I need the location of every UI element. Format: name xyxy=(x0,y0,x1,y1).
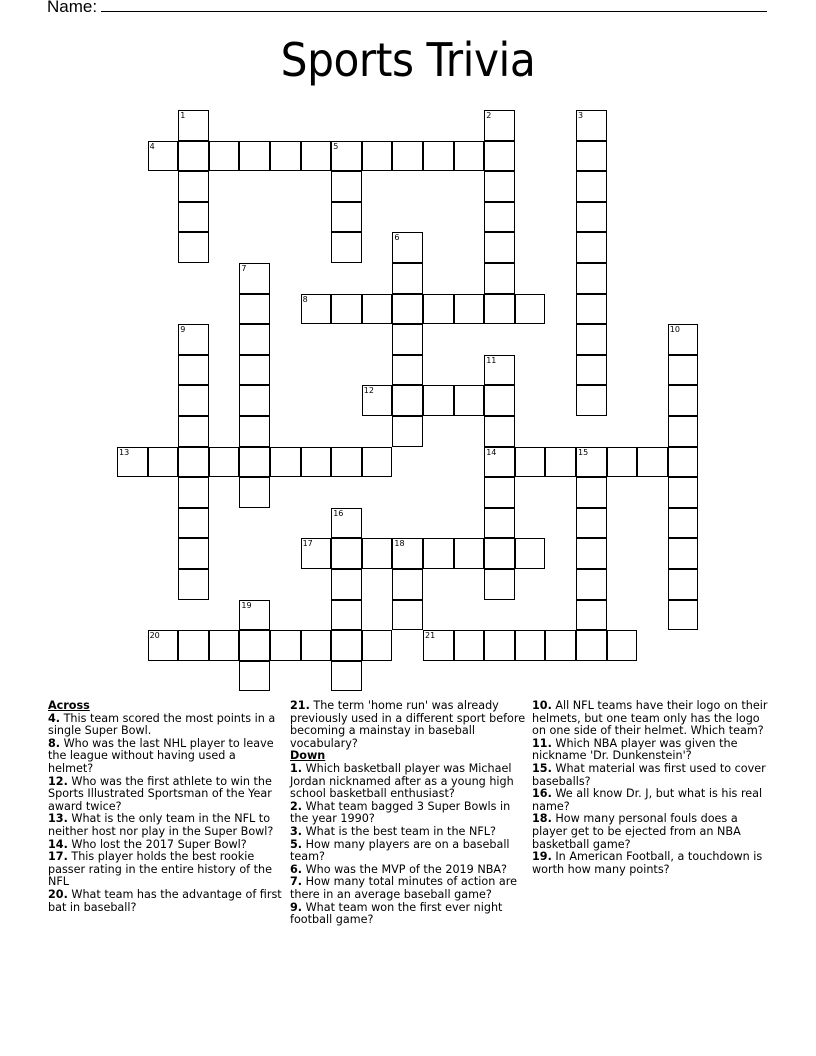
clue-number: 15 xyxy=(578,447,589,457)
grid-cell[interactable] xyxy=(301,447,332,478)
grid-cell[interactable] xyxy=(576,141,607,172)
grid-cell[interactable] xyxy=(484,385,515,416)
grid-cell[interactable] xyxy=(484,447,515,478)
clue-down-10: 10. All NFL teams have their logo on their helmets, but one team only has the logo on one side of their helmet. Which team? xyxy=(532,699,768,738)
grid-cell[interactable] xyxy=(270,141,301,172)
grid-cell[interactable] xyxy=(484,110,515,141)
grid-cell[interactable] xyxy=(484,141,515,172)
grid-cell[interactable] xyxy=(270,447,301,478)
clue-number: 14 xyxy=(486,447,497,457)
clue-number: 7 xyxy=(241,264,247,273)
grid-cell[interactable] xyxy=(178,355,209,386)
grid-cell[interactable] xyxy=(301,538,332,569)
clue-number: 19 xyxy=(241,600,252,610)
clue-across-17: 17. This player holds the best rookie passer rating in the entire history of the NFL xyxy=(48,850,273,889)
grid-cell[interactable] xyxy=(178,171,209,202)
clue-number: 4 xyxy=(149,141,155,151)
grid-cell[interactable] xyxy=(148,141,179,172)
grid-cell[interactable] xyxy=(576,324,607,355)
clue-number: 21 xyxy=(425,631,436,641)
grid-cell[interactable] xyxy=(392,324,423,355)
grid-cell[interactable] xyxy=(239,355,270,386)
grid-cell[interactable] xyxy=(637,447,668,478)
grid-cell[interactable] xyxy=(515,538,546,569)
clue-number: 5 xyxy=(333,141,339,151)
grid-cell[interactable] xyxy=(515,294,546,325)
clue-down-9: 9. What team won the first ever night football game? xyxy=(290,900,503,927)
grid-cell[interactable] xyxy=(454,141,485,172)
clue-across-4: 4. This team scored the most points in a single Super Bowl. xyxy=(48,711,276,738)
clue-number: 6 xyxy=(394,233,400,243)
clue-number: 2 xyxy=(486,111,492,120)
clue-number: 11 xyxy=(486,355,497,365)
grid-cell[interactable] xyxy=(178,508,209,539)
grid-cell[interactable] xyxy=(148,630,179,661)
grid-cell[interactable] xyxy=(362,538,393,569)
grid-cell[interactable] xyxy=(392,294,423,325)
clue-number: 1 xyxy=(180,111,186,120)
grid-cell[interactable] xyxy=(423,538,454,569)
clue-down-18: 18. How many personal fouls does a player get to be ejected from an NBA basketball game? xyxy=(532,812,741,851)
grid-cell[interactable] xyxy=(362,141,393,172)
clue-down-5: 5. How many players are on a baseball team? xyxy=(290,837,510,864)
grid-cell[interactable] xyxy=(362,630,393,661)
clue-number: 9 xyxy=(180,325,186,335)
grid-cell[interactable] xyxy=(576,569,607,600)
grid-cell[interactable] xyxy=(515,447,546,478)
grid-cell[interactable] xyxy=(668,538,699,569)
clue-number: 16 xyxy=(333,508,344,518)
grid-cell[interactable] xyxy=(117,447,148,478)
grid-cell[interactable] xyxy=(423,630,454,661)
grid-cell[interactable] xyxy=(454,538,485,569)
grid-cell[interactable] xyxy=(209,141,240,172)
grid-cell[interactable] xyxy=(270,630,301,661)
grid-cell[interactable] xyxy=(301,630,332,661)
grid-cell[interactable] xyxy=(576,355,607,386)
grid-cell[interactable] xyxy=(668,355,699,386)
grid-cell[interactable] xyxy=(239,477,270,508)
grid-cell[interactable] xyxy=(178,569,209,600)
grid-cell[interactable] xyxy=(484,538,515,569)
grid-cell[interactable] xyxy=(668,508,699,539)
clue-down-6: 6. Who was the MVP of the 2019 NBA? xyxy=(290,862,507,876)
grid-cell[interactable] xyxy=(178,416,209,447)
grid-cell[interactable] xyxy=(178,385,209,416)
clue-down-19: 19. In American Football, a touchdown is worth how many points? xyxy=(532,850,763,876)
clues-column-3 xyxy=(532,700,772,876)
grid-cell[interactable] xyxy=(576,508,607,539)
clue-down-7: 7. How many total minutes of action are there in an average baseball game? xyxy=(290,875,517,901)
grid-cell[interactable] xyxy=(239,661,270,692)
clue-number: 13 xyxy=(119,447,130,457)
grid-cell[interactable] xyxy=(484,294,515,325)
grid-cell[interactable] xyxy=(239,141,270,172)
grid-cell[interactable] xyxy=(607,447,638,478)
grid-cell[interactable] xyxy=(668,600,699,631)
grid-cell[interactable] xyxy=(331,294,362,325)
grid-cell[interactable] xyxy=(239,324,270,355)
grid-cell[interactable] xyxy=(392,385,423,416)
name-field[interactable] xyxy=(47,0,767,17)
grid-cell[interactable] xyxy=(331,538,362,569)
down-heading: Down xyxy=(290,749,326,763)
grid-cell[interactable] xyxy=(484,477,515,508)
clue-number: 17 xyxy=(302,539,313,549)
clue-across-20: 20. What team has the advantage of first bat in baseball? xyxy=(48,887,282,914)
grid-cell[interactable] xyxy=(239,385,270,416)
grid-cell[interactable] xyxy=(576,447,607,478)
grid-cell[interactable] xyxy=(362,294,393,325)
grid-cell[interactable] xyxy=(178,232,209,263)
grid-cell[interactable] xyxy=(668,385,699,416)
grid-cell[interactable] xyxy=(178,630,209,661)
grid-cell[interactable] xyxy=(576,202,607,233)
grid-cell[interactable] xyxy=(362,447,393,478)
clue-across-14: 14. Who lost the 2017 Super Bowl? xyxy=(48,837,247,851)
grid-cell[interactable] xyxy=(392,232,423,263)
grid-cell[interactable] xyxy=(515,630,546,661)
clue-number: 12 xyxy=(363,386,374,396)
grid-cell[interactable] xyxy=(454,385,485,416)
grid-cell[interactable] xyxy=(239,600,270,631)
name-label: Name: xyxy=(47,0,98,16)
grid-cell[interactable] xyxy=(576,600,607,631)
grid-cell[interactable] xyxy=(576,385,607,416)
grid-cell[interactable] xyxy=(668,324,699,355)
grid-cell[interactable] xyxy=(392,569,423,600)
grid-cell[interactable] xyxy=(362,385,393,416)
grid-cell[interactable] xyxy=(331,141,362,172)
grid-cell[interactable] xyxy=(148,447,179,478)
grid-cell[interactable] xyxy=(331,202,362,233)
grid-cell[interactable] xyxy=(331,171,362,202)
grid-cell[interactable] xyxy=(178,141,209,172)
clue-number: 3 xyxy=(578,111,584,120)
grid-cell[interactable] xyxy=(484,630,515,661)
grid-cell[interactable] xyxy=(607,630,638,661)
grid-cell[interactable] xyxy=(484,263,515,294)
grid-cell[interactable] xyxy=(239,630,270,661)
clue-number: 18 xyxy=(394,539,405,549)
clue-number: 10 xyxy=(669,325,680,335)
grid-cell[interactable] xyxy=(576,232,607,263)
grid-cell[interactable] xyxy=(484,569,515,600)
grid-cell[interactable] xyxy=(331,569,362,600)
grid-cell[interactable] xyxy=(178,202,209,233)
grid-cell[interactable] xyxy=(239,416,270,447)
clue-number: 8 xyxy=(302,294,308,304)
clue-down-3: 3. What is the best team in the NFL? xyxy=(290,824,496,838)
grid-cell[interactable] xyxy=(576,294,607,325)
grid-cell[interactable] xyxy=(454,294,485,325)
grid-cell[interactable] xyxy=(331,232,362,263)
grid-cell[interactable] xyxy=(668,447,699,478)
grid-cell[interactable] xyxy=(576,477,607,508)
clue-down-15: 15. What material was first used to cover baseballs? xyxy=(532,761,766,788)
clue-across-21: 21. The term 'home run' was already previously used in a different sport before becoming a mainstay in baseball vocabulary? xyxy=(290,699,526,750)
grid-cell[interactable] xyxy=(668,416,699,447)
grid-cell[interactable] xyxy=(178,324,209,355)
grid-cell[interactable] xyxy=(576,110,607,141)
grid-cell[interactable] xyxy=(423,294,454,325)
grid-cell[interactable] xyxy=(392,538,423,569)
clue-across-8: 8. Who was the last NHL player to leave the league without having used a helmet? xyxy=(48,736,274,775)
grid-cell[interactable] xyxy=(392,600,423,631)
grid-cell[interactable] xyxy=(392,416,423,447)
grid-cell[interactable] xyxy=(423,385,454,416)
grid-cell[interactable] xyxy=(178,538,209,569)
grid-cell[interactable] xyxy=(301,141,332,172)
grid-cell[interactable] xyxy=(484,416,515,447)
grid-cell[interactable] xyxy=(668,477,699,508)
grid-cell[interactable] xyxy=(484,508,515,539)
grid-cell[interactable] xyxy=(301,294,332,325)
grid-cell[interactable] xyxy=(239,263,270,294)
clue-down-2: 2. What team bagged 3 Super Bowls in the year 1990? xyxy=(290,799,511,826)
name-underline[interactable] xyxy=(101,0,767,12)
grid-cell[interactable] xyxy=(484,232,515,263)
clue-across-13: 13. What is the only team in the NFL to neither host nor play in the Super Bowl? xyxy=(48,812,274,838)
grid-cell[interactable] xyxy=(576,630,607,661)
clue-down-16: 16. We all know Dr. J, but what is his real name? xyxy=(532,787,763,813)
grid-cell[interactable] xyxy=(392,355,423,386)
page-title: Sports Trivia xyxy=(280,33,536,87)
grid-cell[interactable] xyxy=(484,355,515,386)
clue-down-11: 11. Which NBA player was given the nickname 'Dr. Dunkenstein'? xyxy=(532,736,738,763)
grid-cell[interactable] xyxy=(331,447,362,478)
grid-cell[interactable] xyxy=(209,630,240,661)
grid-cell[interactable] xyxy=(545,630,576,661)
grid-cell[interactable] xyxy=(484,202,515,233)
grid-cell[interactable] xyxy=(331,661,362,692)
grid-cell[interactable] xyxy=(331,600,362,631)
grid-cell[interactable] xyxy=(454,630,485,661)
grid-cell[interactable] xyxy=(239,294,270,325)
clue-down-1: 1. Which basketball player was Michael Jordan nicknamed after as a young high school basketball enthusiast? xyxy=(290,761,514,801)
grid-cell[interactable] xyxy=(178,447,209,478)
grid-cell[interactable] xyxy=(545,447,576,478)
grid-cell[interactable] xyxy=(331,630,362,661)
grid-cell[interactable] xyxy=(331,508,362,539)
grid-cell[interactable] xyxy=(576,538,607,569)
grid-cell[interactable] xyxy=(392,263,423,294)
clue-across-12: 12. Who was the first athlete to win the Sports Illustrated Sportsman of the Year award twice? xyxy=(48,774,272,813)
across-heading: Across xyxy=(48,699,90,712)
grid-cell[interactable] xyxy=(576,263,607,294)
clue-number: 20 xyxy=(149,631,160,641)
clues-column-2 xyxy=(290,700,528,927)
grid-cell[interactable] xyxy=(239,447,270,478)
grid-cell[interactable] xyxy=(178,477,209,508)
grid-cell[interactable] xyxy=(668,569,699,600)
grid-cell[interactable] xyxy=(392,141,423,172)
clues-column-1 xyxy=(48,700,284,914)
grid-cell[interactable] xyxy=(484,171,515,202)
grid-cell[interactable] xyxy=(423,141,454,172)
grid-cell[interactable] xyxy=(209,447,240,478)
grid-cell[interactable] xyxy=(576,171,607,202)
grid-cell[interactable] xyxy=(178,110,209,141)
